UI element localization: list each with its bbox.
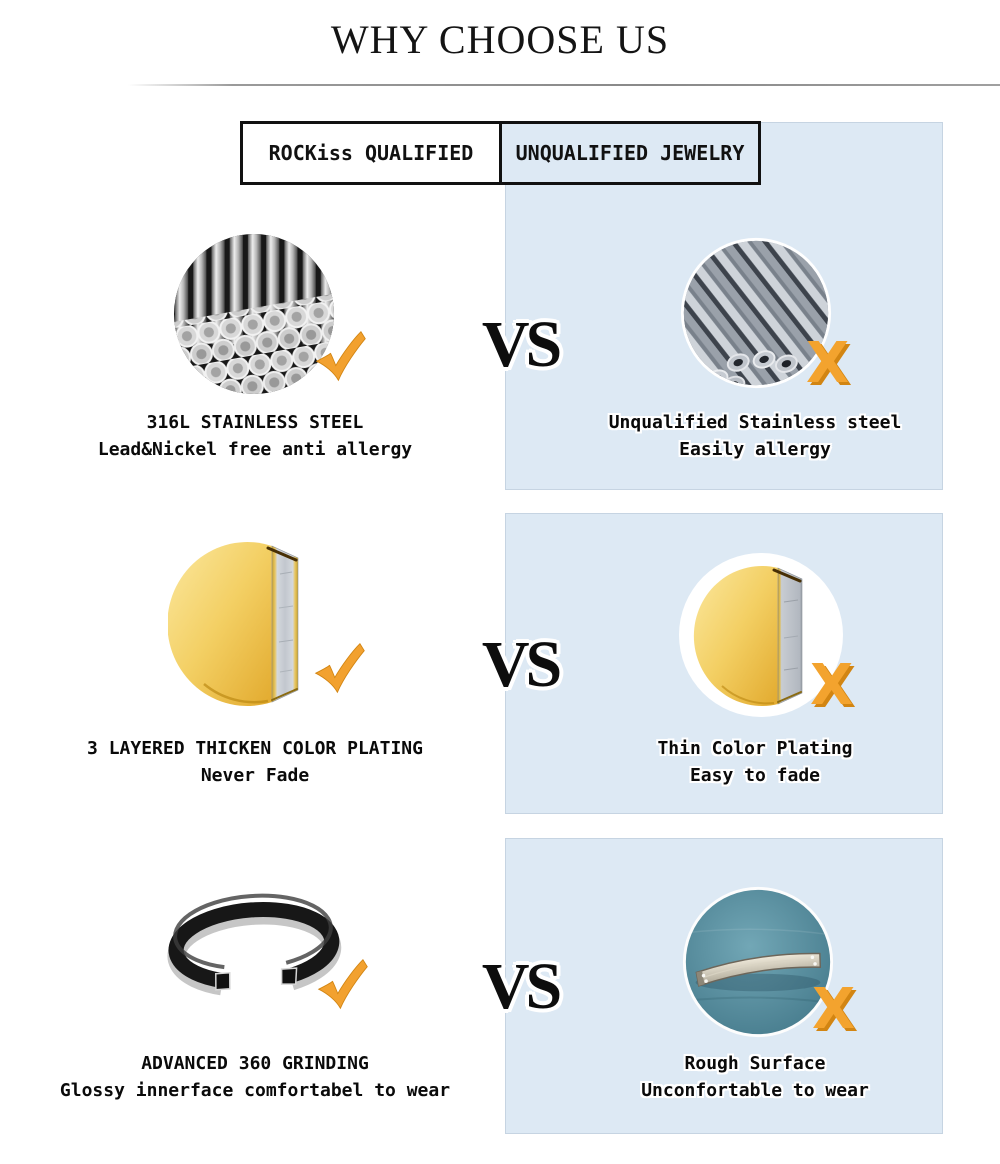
unqualified-caption-row-3 [530,1050,980,1104]
caption-subtitle: Never Fade [200,765,310,786]
unqualified-caption-row-2 [530,735,980,789]
caption-title: ADVANCED 360 GRINDING [141,1053,369,1074]
stainless-steel-rods-photo [173,233,335,395]
unqualified-x-icon: X [812,977,856,1042]
comparison-header [240,121,761,185]
caption-title: 316L STAINLESS STEEL [146,412,364,433]
title-divider [128,84,1000,86]
caption-subtitle: Glossy innerface comfortabel to wear [59,1080,451,1101]
qualified-caption-row-1 [30,409,480,463]
qualified-check-icon [314,640,366,696]
vs-label: VS [481,628,559,701]
caption-subtitle: Easy to fade [689,765,821,786]
vs-label: VS [481,950,559,1023]
qualified-check-icon [317,956,369,1012]
qualified-check-icon [315,328,367,384]
caption-title: Thin Color Plating [657,738,853,759]
qualified-header-box [243,124,502,182]
caption-subtitle: Unconfortable to wear [641,1080,869,1101]
qualified-caption-row-2 [30,735,480,789]
caption-title: Unqualified Stainless steel [608,412,902,433]
qualified-header-label: ROCKiss QUALIFIED [268,141,474,165]
vs-label: VS [481,308,559,381]
qualified-caption-row-3 [30,1050,480,1104]
caption-subtitle: Lead&Nickel free anti allergy [97,439,413,460]
unqualified-header-label: UNQUALIFIED JEWELRY [515,141,745,165]
unqualified-x-icon: X [806,331,850,396]
unqualified-caption-row-1 [530,409,980,463]
unqualified-header-box [502,124,758,182]
caption-title: 3 LAYERED THICKEN COLOR PLATING [87,738,423,759]
caption-subtitle: Easily allergy [679,439,831,460]
unqualified-x-icon: X [810,653,854,718]
caption-title: Rough Surface [684,1053,826,1074]
page-title: WHY CHOOSE US [330,17,670,62]
